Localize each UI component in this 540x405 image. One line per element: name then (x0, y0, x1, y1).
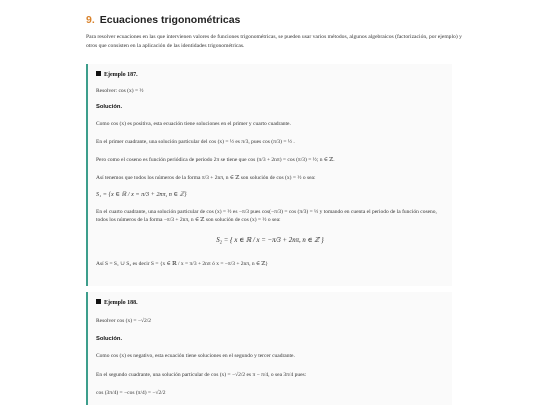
solution-line: Pero como el coseno es función periódica de periodo 2π se tiene que cos (π/3 + 2nπ) = cos (π/3) = ½; n ∈ ℤ. (96, 157, 335, 163)
section-heading (86, 14, 240, 26)
example-heading: Ejemplo 187. (96, 71, 138, 78)
example-statement: Resolver cos (x) = −√2/2 (96, 318, 152, 324)
solution-line: En el segundo cuadrante, una solución particular de cos (x) = −√2/2 es π − π/4, o sea 3π/4 pues: (96, 372, 307, 378)
solution-line: Como cos (x) es positiva, esta ecuación tiene soluciones en el primer y cuarto cuadrante. (96, 121, 291, 127)
solution-line: Así tenemos que todos los números de la forma π/3 + 2nπ, n ∈ ℤ son solución de cos (x) = ½ o sea: (96, 175, 316, 181)
solution-set-s1: S₁ = {x ∈ ℝ / x = π/3 + 2nπ, n ∈ ℤ} (96, 191, 187, 198)
solution-label: Solución. (96, 336, 123, 342)
solution-line: En el cuarto cuadrante, una solución particular de cos (x) = ½ es −π/3 pues cos(−π/3) = cos (π/3) = ½ y tomando en cuenta el periodo de la función coseno, todos los números de la forma −π/3 + 2nπ, n ∈ ℤ son solución de cos (x) = ½ o sea: (96, 209, 437, 224)
square-bullet-icon (96, 299, 101, 304)
example-heading: Ejemplo 188. (96, 299, 138, 306)
solution-union: Así S = S₁ ∪ S₂ es decir S = {x ∈ ℝ / x = π/3 + 2nπ ó x = −π/3 + 2nπ, n ∈ ℤ} (96, 261, 269, 267)
solution-set-s2: S₂ = { x ∈ ℝ / x = −π/3 + 2nπ, n ∈ ℤ } (216, 237, 324, 244)
example-box-188 (86, 292, 452, 405)
solution-line: cos (3π/4) = −cos (π/4) = −√2/2 (96, 390, 166, 396)
intro-paragraph: Para resolver ecuaciones en las que intervienen valores de funciones trigonométricas, se pueden usar varios métodos, algunos algebraicos (factorización, por ejemplo) y otros que consisten en la aplicación de las identidades trigonométricas. (86, 34, 462, 49)
section-title: Ecuaciones trigonométricas (99, 14, 241, 26)
solution-line: Como cos (x) es negativo, esta ecuación tiene soluciones en el segundo y tercer cuadrante. (96, 353, 295, 359)
square-bullet-icon (96, 71, 101, 76)
solution-label: Solución. (96, 104, 123, 110)
solution-line: En el primer cuadrante, una solución particular del cos (x) = ½ es π/3, pues cos (π/3) = ½ . (96, 139, 295, 145)
example-box-187 (86, 64, 452, 286)
section-number: 9. (86, 14, 95, 26)
example-statement: Resolver: cos (x) = ½ (96, 88, 144, 94)
